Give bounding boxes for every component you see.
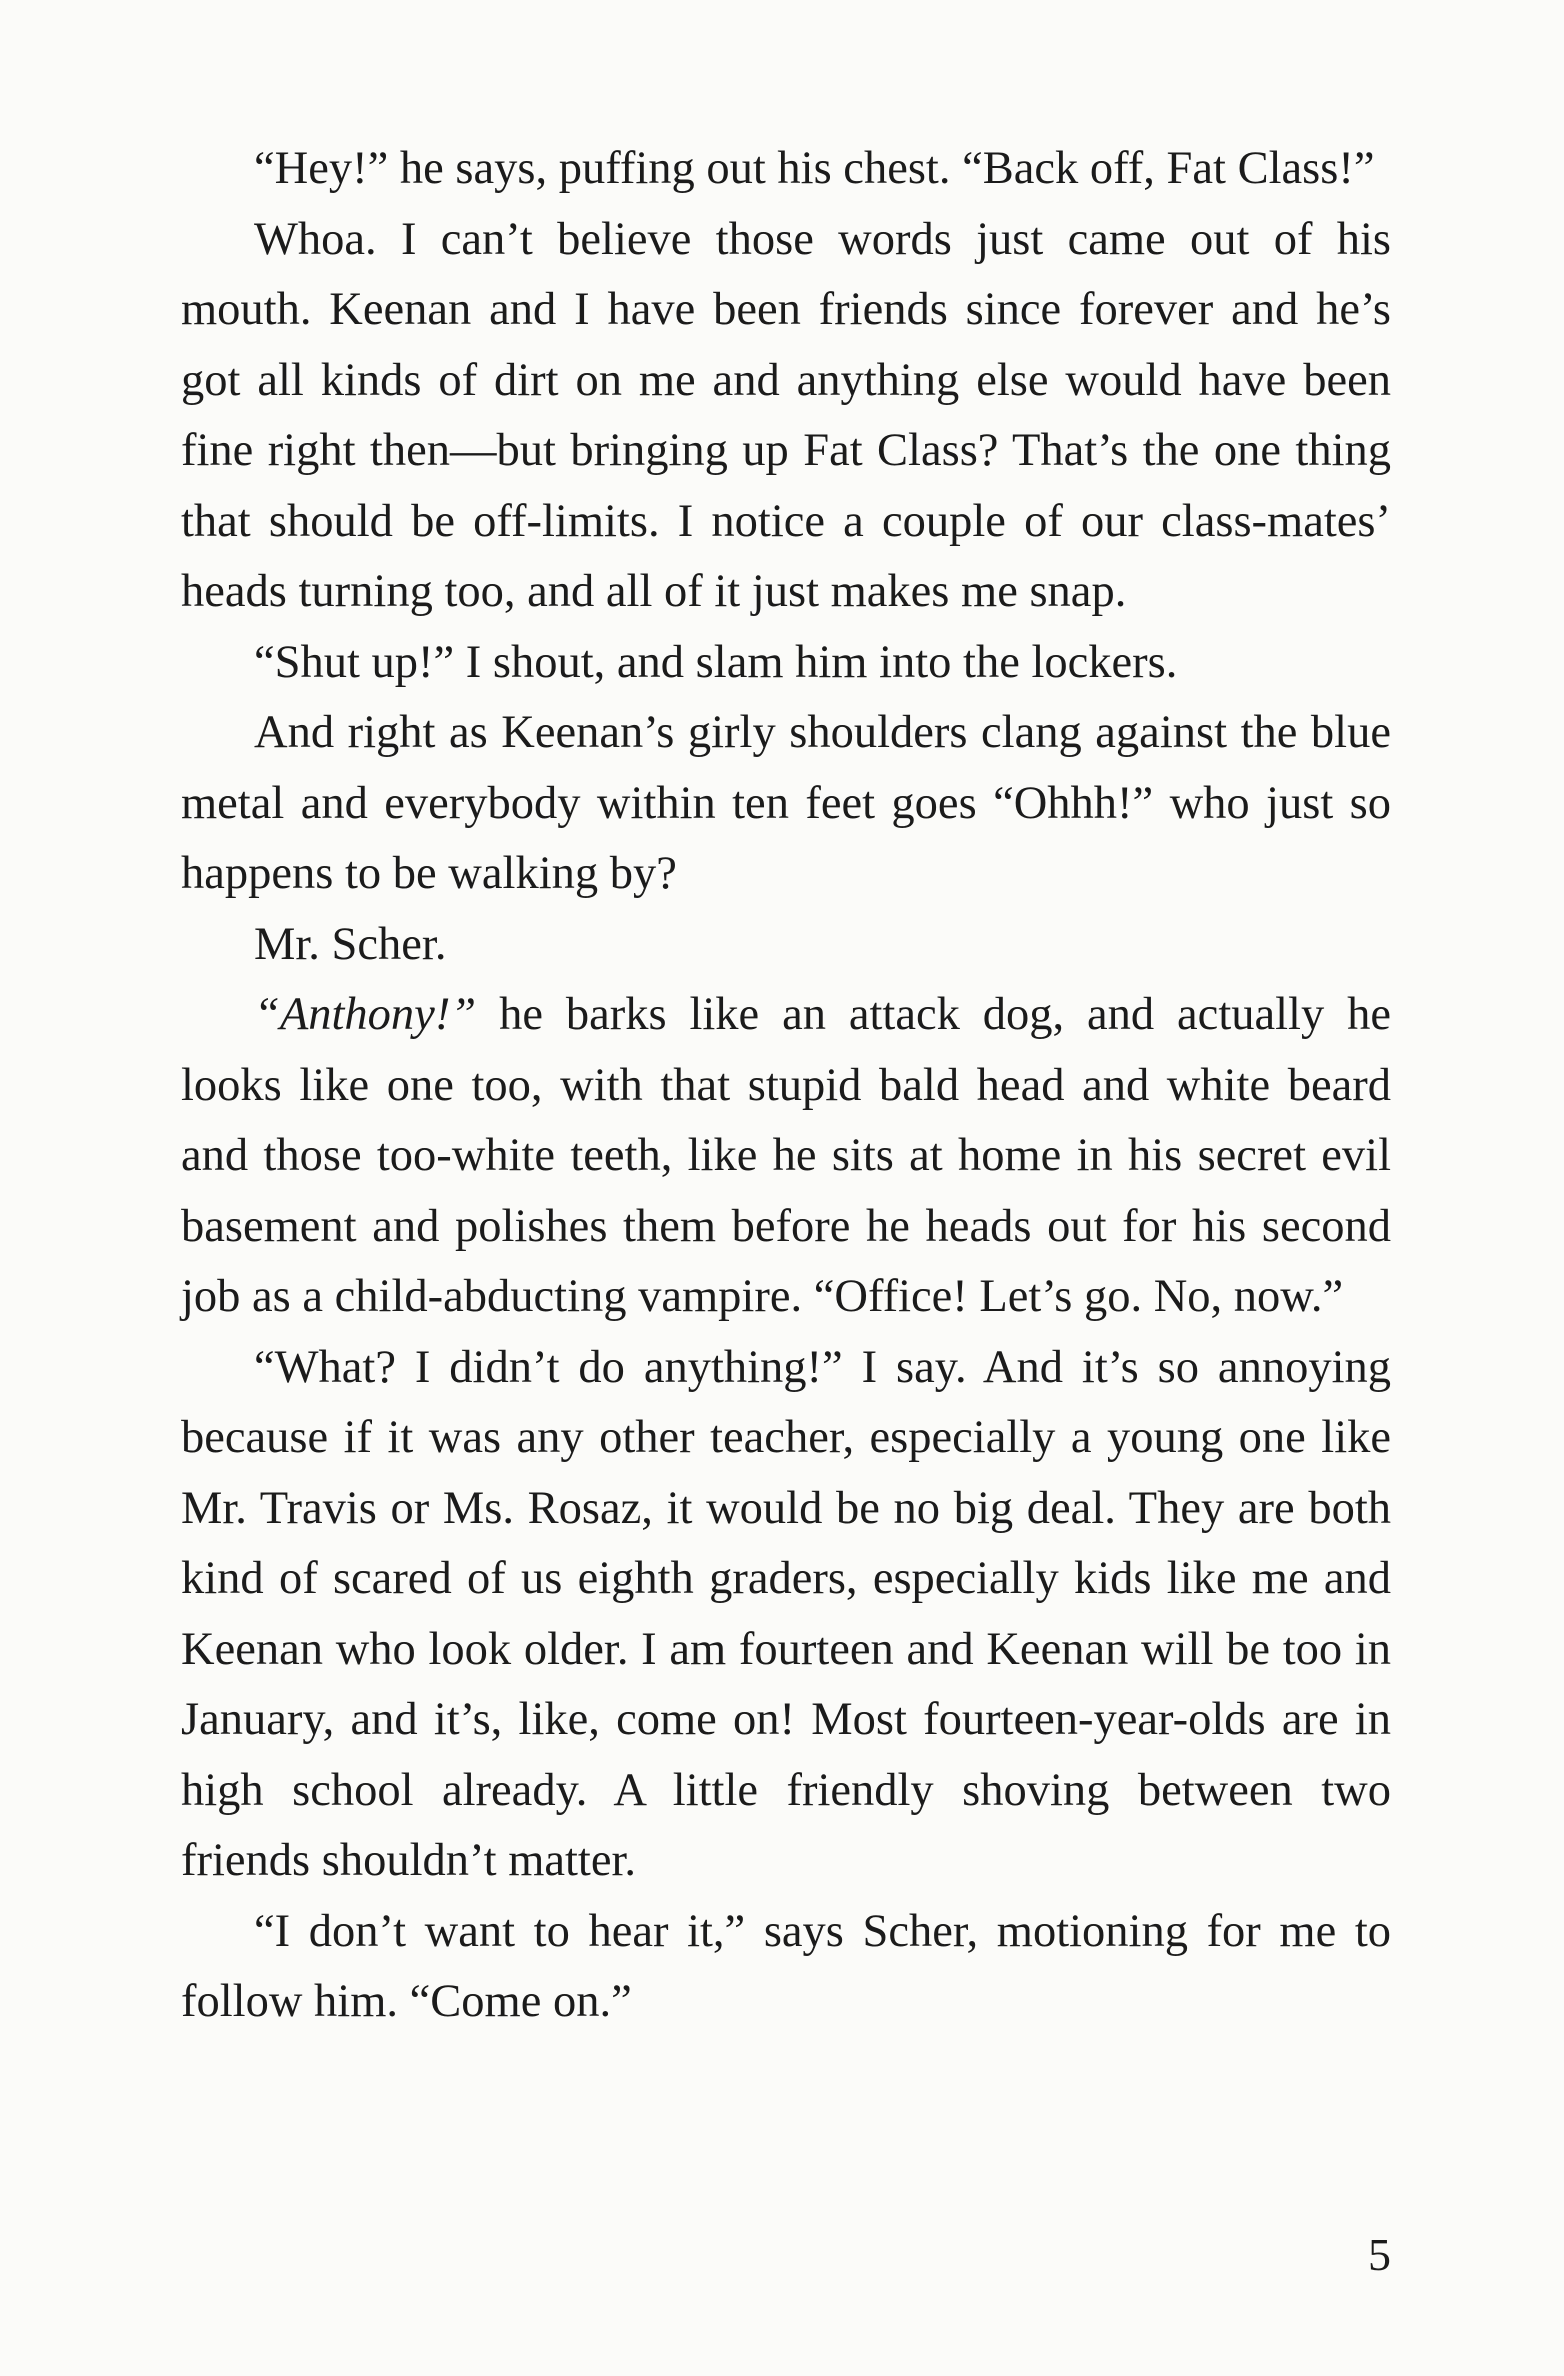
paragraph-1: “Hey!” he says, puffing out his chest. “Back off, Fat Class!”	[254, 143, 1375, 194]
paragraph-8: “I don’t want to hear it,” says Scher, motioning for me to follow him. “Come on.”	[181, 1905, 1391, 2027]
paragraph-6-body: he barks like an attack dog, and actually he looks like one too, with that stupid bald head and white beard and those too-white teeth, like he sits at home in his secret evil basement and polishes them before he heads out for his second job as a child-abducting vampire. “Office! Let’s go. No, now.”	[181, 989, 1391, 1322]
body-text	[181, 134, 1391, 2038]
paragraph-4: And right as Keenan’s girly shoulders clang against the blue metal and everybody within ten feet goes “Ohhh!” who just so happens to be walking by?	[181, 707, 1391, 899]
page-number: 5	[1368, 2229, 1391, 2280]
italic-exclamation: “Anthony!”	[254, 989, 477, 1040]
paragraph-5: Mr. Scher.	[254, 918, 447, 970]
paragraph-3: “Shut up!” I shout, and slam him into the lockers.	[254, 636, 1178, 688]
paragraph-7: “What? I didn’t do anything!” I say. And it’s so annoying because if it was any other teacher, especially a young one like Mr. Travis or Ms. Rosaz, it would be no big deal. They are both kind of scared of us eighth graders, especially kids like me and Keenan who look older. I am fourteen and Keenan will be too in January, and it’s, like, come on! Most fourteen-year-olds are in high school already. A little friendly shoving between two friends shouldn’t matter.	[181, 1341, 1391, 1886]
paragraph-2: Whoa. I can’t believe those words just came out of his mouth. Keenan and I have been friends since forever and he’s got all kinds of dirt on me and anything else would have been fine right then—but bringing up Fat Class? That’s the one thing that should be off-limits. I notice a couple of our class-mates’ heads turning too, and all of it just makes me snap.	[181, 213, 1391, 617]
paragraph-6	[181, 980, 1391, 1333]
